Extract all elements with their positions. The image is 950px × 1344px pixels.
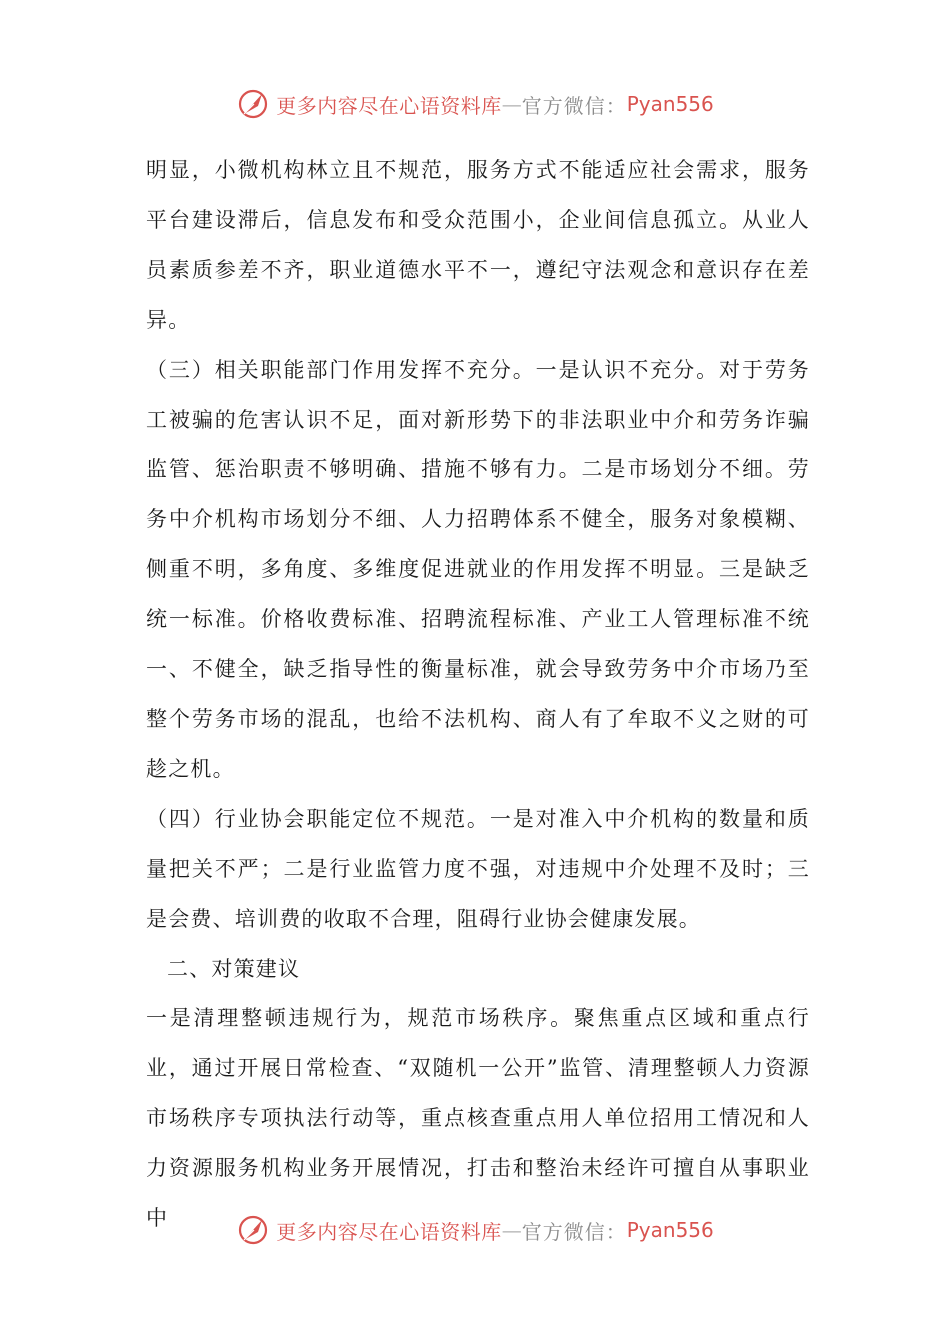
document-body xyxy=(146,146,810,1244)
paragraph-continuation: 明显，小微机构林立且不规范，服务方式不能适应社会需求，服务平台建设滞后，信息发布和受众范围小，企业间信息孤立。从业人员素质参差不齐，职业道德水平不一，遵纪守法观念和意识存在差异。 xyxy=(146,158,810,332)
watermark-subtitle: 官方微信： xyxy=(521,1219,627,1244)
watermark-subtitle: 官方微信： xyxy=(521,93,627,118)
watermark-separator: — xyxy=(501,1218,522,1242)
footer-watermark xyxy=(0,1210,950,1250)
watermark-text: 更多内容尽在心语资料库 xyxy=(276,1219,502,1244)
watermark-text: 更多内容尽在心语资料库 xyxy=(276,93,502,118)
watermark-wechat-id: Pyan556 xyxy=(626,92,714,116)
quill-logo-icon xyxy=(236,87,270,121)
watermark-separator: — xyxy=(501,92,522,116)
paragraph-section-three: （三）相关职能部门作用发挥不充分。一是认识不充分。对于劳务工被骗的危害认识不足，面对新形势下的非法职业中介和劳务诈骗监管、惩治职责不够明确、措施不够有力。二是市场划分不细。劳务中介机构市场划分不细、人力招聘体系不健全，服务对象模糊、侧重不明，多角度、多维度促进就业的作用发挥不明显。三是缺乏统一标准。价格收费标准、招聘流程标准、产业工人管理标准不统一、不健全，缺乏指导性的衡量标准，就会导致劳务中介市场乃至整个劳务市场的混乱，也给不法机构、商人有了牟取不义之财的可趁之机。 xyxy=(146,357,810,781)
quill-logo-icon xyxy=(236,1213,270,1247)
section-heading-recommendations: 二、对策建议 xyxy=(167,956,301,981)
paragraph-section-four: （四）行业协会职能定位不规范。一是对准入中介机构的数量和质量把关不严；二是行业监管力度不强，对违规中介处理不及时；三是会费、培训费的收取不合理，阻碍行业协会健康发展。 xyxy=(146,806,810,931)
watermark-wechat-id: Pyan556 xyxy=(626,1218,714,1242)
header-watermark xyxy=(0,84,950,124)
paragraph-recommendation-one: 一是清理整顿违规行为，规范市场秩序。聚焦重点区域和重点行业，通过开展日常检查、“双随机一公开”监管、清理整顿人力资源市场秩序专项执法行动等，重点核查重点用人单位招用工情况和人力资源服务机构业务开展情况，打击和整治未经许可擅自从事职业中 xyxy=(146,1006,810,1231)
